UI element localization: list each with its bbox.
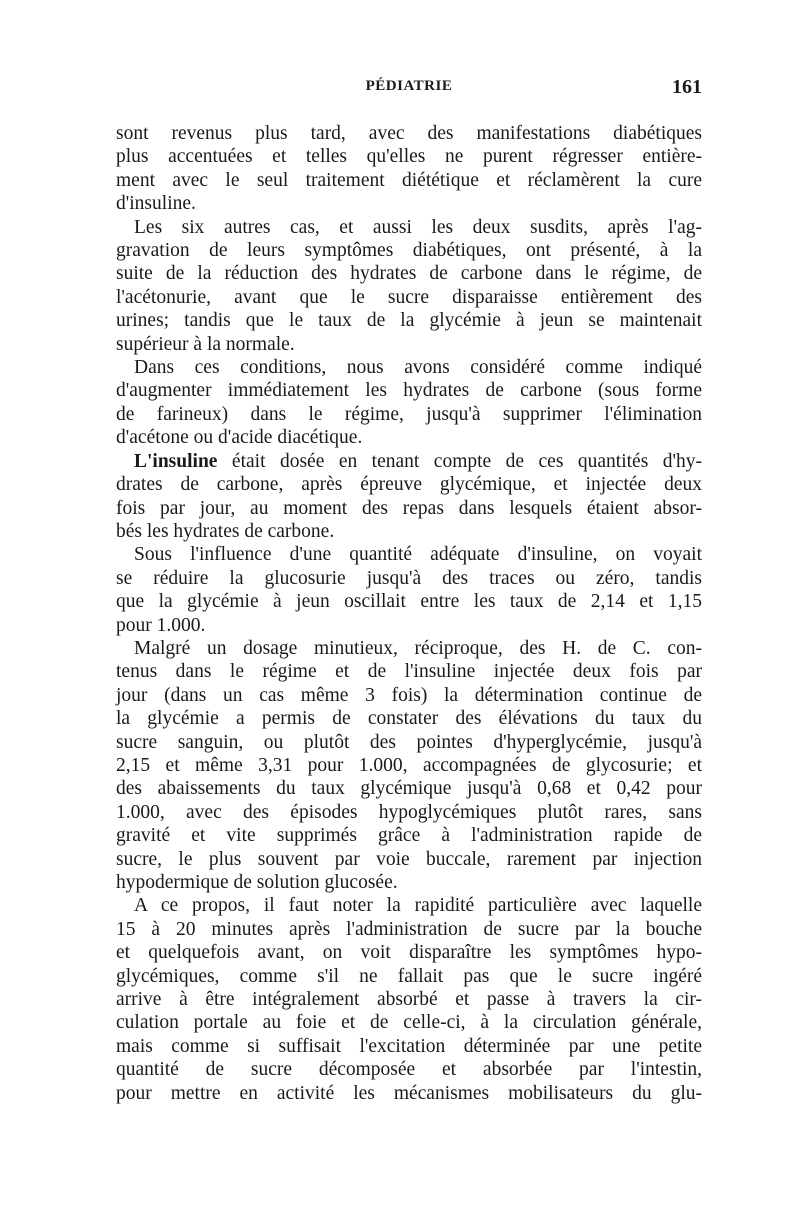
text-line: quantité de sucre décomposée et absorbée par l'intestin, bbox=[116, 1059, 702, 1081]
paragraph-7 bbox=[116, 894, 702, 1105]
paragraph-1 bbox=[116, 122, 702, 216]
text-line: suite de la réduction des hydrates de carbone dans le régime, de bbox=[116, 263, 702, 285]
text-line: Dans ces conditions, nous avons considéré comme indiqué bbox=[134, 357, 702, 379]
text-line: drates de carbone, après épreuve glycémique, et injectée deux bbox=[116, 474, 702, 496]
text-line: pour 1.000. bbox=[116, 614, 206, 636]
text-line: glycémiques, comme s'il ne fallait pas que le sucre ingéré bbox=[116, 965, 702, 987]
text-line: tenus dans le régime et de l'insuline injectée deux fois par bbox=[116, 661, 702, 683]
text-line: ment avec le seul traitement diététique et réclamèrent la cure bbox=[116, 169, 702, 191]
text-line: urines; tandis que le taux de la glycémie à jeun se maintenait bbox=[116, 310, 702, 332]
text-line: d'augmenter immédiatement les hydrates de carbone (sous forme bbox=[116, 380, 702, 402]
paragraph-5 bbox=[116, 543, 702, 637]
text-line: que la glycémie à jeun oscillait entre les taux de 2,14 et 1,15 bbox=[116, 591, 702, 613]
running-head: PÉDIATRIE bbox=[365, 78, 453, 94]
paragraph-2 bbox=[116, 216, 702, 356]
text-line: jour (dans un cas même 3 fois) la détermination continue de bbox=[116, 684, 702, 706]
text-line: culation portale au foie et de celle-ci, à la circulation générale, bbox=[116, 1012, 702, 1034]
text-line: 1.000, avec des épisodes hypoglycémiques plutôt rares, sans bbox=[116, 801, 702, 823]
paragraph-3 bbox=[116, 356, 702, 450]
text-line bbox=[116, 450, 702, 473]
text-line: l'acétonurie, avant que le sucre disparaisse entièrement des bbox=[116, 286, 702, 308]
page-header bbox=[116, 78, 702, 104]
text-line: gravité et vite supprimés grâce à l'administration rapide de bbox=[116, 825, 702, 847]
text-line: hypodermique de solution glucosée. bbox=[116, 872, 398, 893]
page-number: 161 bbox=[672, 76, 702, 98]
insuline-lead: L'insuline bbox=[134, 450, 218, 472]
text-line: sucre, le plus souvent par voie buccale, rarement par injection bbox=[116, 848, 702, 870]
text-line: de farineux) dans le régime, jusqu'à supprimer l'élimination bbox=[116, 403, 702, 425]
paragraph-4 bbox=[116, 450, 702, 544]
text-line: pour mettre en activité les mécanismes mobilisateurs du glu- bbox=[116, 1082, 702, 1104]
text-line: se réduire la glucosurie jusqu'à des traces ou zéro, tandis bbox=[116, 567, 702, 589]
text-line: 2,15 et même 3,31 pour 1.000, accompagnées de glycosurie; et bbox=[116, 754, 702, 776]
text-line: supérieur à la normale. bbox=[116, 333, 295, 355]
text-line: et quelquefois avant, on voit disparaître les symptômes hypo- bbox=[116, 942, 702, 964]
paragraph-6 bbox=[116, 637, 702, 894]
text-line: mais comme si suffisait l'excitation déterminée par une petite bbox=[116, 1035, 702, 1057]
text-line: fois par jour, au moment des repas dans lesquels étaient absor- bbox=[116, 497, 702, 519]
text-line: d'insuline. bbox=[116, 193, 196, 215]
text-line: d'acétone ou d'acide diacétique. bbox=[116, 427, 363, 449]
text-line: gravation de leurs symptômes diabétiques, ont présenté, à la bbox=[116, 240, 702, 262]
text-line: A ce propos, il faut noter la rapidité particulière avec laquelle bbox=[134, 895, 702, 917]
text-line: arrive à être intégralement absorbé et passe à travers la cir- bbox=[116, 989, 702, 1011]
text-line: des abaissements du taux glycémique jusqu'à 0,68 et 0,42 pour bbox=[116, 778, 702, 800]
body-text bbox=[116, 122, 702, 1105]
text-line: la glycémie a permis de constater des élévations du taux du bbox=[116, 708, 702, 730]
text-line: 15 à 20 minutes après l'administration de sucre par la bouche bbox=[116, 918, 702, 940]
text-line: plus accentuées et telles qu'elles ne purent régresser entière- bbox=[116, 146, 702, 168]
text-line: Les six autres cas, et aussi les deux susdits, après l'ag- bbox=[134, 216, 702, 238]
text-line: Sous l'influence d'une quantité adéquate d'insuline, on voyait bbox=[134, 544, 702, 566]
text-line: bés les hydrates de carbone. bbox=[116, 520, 335, 542]
text-line-rest: était dosée en tenant compte de ces quantités d'hy- bbox=[217, 450, 702, 472]
text-line: Malgré un dosage minutieux, réciproque, des H. de C. con- bbox=[134, 637, 702, 659]
text-line: sucre sanguin, ou plutôt des pointes d'hyperglycémie, jusqu'à bbox=[116, 731, 702, 753]
text-line: sont revenus plus tard, avec des manifestations diabétiques bbox=[116, 123, 702, 144]
